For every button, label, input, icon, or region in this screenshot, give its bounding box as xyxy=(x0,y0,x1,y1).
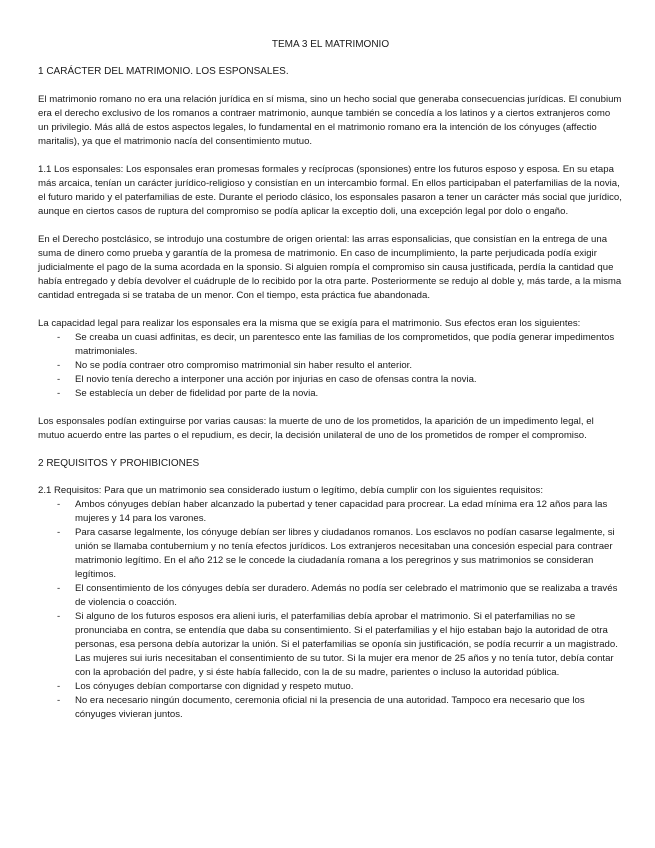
list-item: - Si alguno de los futuros esposos era alieni iuris, el paterfamilias debía aprobar el matrimonio. Si el paterfamilias no se pronunciaba en contra, se entendía que daba su consentimiento. Si el paterfamilias y el hijo estaban bajo la autoridad de otra personas, esa persona debía autorizar la unión. Si el paterfamilias se oponía sin justificación, se podía recurrir a un magistrado. Las mujeres sui iuris necesitaban el consentimiento de su tutor. Si la mujer era menor de 25 años y no tenía tutor, debía contar con la aprobación del padre, y si éste había fallecido, con la de su madre, parientes o incluso la autoridad pública. xyxy=(38,610,623,680)
effects-list xyxy=(38,331,623,401)
list-item: - Los cónyuges debían comportarse con dignidad y respeto mutuo. xyxy=(38,680,623,694)
paragraph-requisitos: 2.1 Requisitos: Para que un matrimonio sea considerado iustum o legítimo, debía cumplir con los siguientes requisitos: xyxy=(38,485,544,496)
list-item: - Se establecía un deber de fidelidad por parte de la novia. xyxy=(38,387,623,401)
list-item: - Para casarse legalmente, los cónyuge debían ser libres y ciudadanos romanos. Los esclavos no podían casarse legalmente, si unión se llamaba contubernium y no tenía efectos jurídicos. Los extranjeros necesitaban una concesión especial para contraer matrimonio legítimo. En el año 212 se le concede la ciudadanía romana a los peregrinos y sus matrimonios se consideran legítimos. xyxy=(38,526,623,582)
list-item: - Ambos cónyuges debían haber alcanzado la pubertad y tener capacidad para procrear. La edad mínima era 12 años para las mujeres y 14 para los varones. xyxy=(38,498,623,526)
requirements-list xyxy=(38,498,623,722)
list-item: - Se creaba un cuasi adfinitas, es decir, un parentesco ente las familias de los comprometidos, que podía generar impedimentos matrimoniales. xyxy=(38,331,623,359)
paragraph-extincion: Los esponsales podían extinguirse por varias causas: la muerte de uno de los prometidos, la aparición de un impedimento legal, el mutuo acuerdo entre las partes o el repudium, es decir, la decisión unilateral de uno de los prometidos de romper el compromiso. xyxy=(38,416,594,441)
paragraph-esponsales: 1.1 Los esponsales: Los esponsales eran promesas formales y recíprocas (sponsiones) entre los futuros esposo y esposa. En su etapa más arcaica, tenían un carácter jurídico-religioso y consistían en un intercambio formal. En ellos participaban el paterfamilias de la novia, el futuro marido y el paterfamilias de este. Durante el periodo clásico, los esponsales pasaron a tener un carácter más social que jurídico, aunque en ciertos casos de ruptura del compromiso se podía aplicar la exceptio doli, una excepción legal por dolo o engaño. xyxy=(38,164,622,217)
list-item: - No era necesario ningún documento, ceremonia oficial ni la presencia de una autoridad. Tampoco era necesario que los cónyuges vivieran juntos. xyxy=(38,694,623,722)
document-title: TEMA 3 EL MATRIMONIO xyxy=(271,39,390,50)
paragraph-derecho-postclasico: En el Derecho postclásico, se introdujo una costumbre de origen oriental: las arras esponsalicias, que consistían en la entrega de una suma de dinero como prueba y garantía de la promesa de matrimonio. En caso de incumplimiento, la parte perjudicada podía exigir judicialmente el pago de la suma acordada en la sponsio. Si alguien rompía el compromiso sin causa justificada, perdía la cantidad que había entregado y debía devolver el cuádruple de lo recibido por la otra parte. Posteriormente se redujo al doble y, más tarde, a la misma cantidad entregada si se trataba de un menor. Con el tiempo, esta práctica fue abandonada. xyxy=(38,234,622,301)
section-2-heading: 2 REQUISITOS Y PROHIBICIONES xyxy=(38,458,200,469)
paragraph-marriage-intro: El matrimonio romano no era una relación jurídica en sí misma, sino un hecho social que generaba consecuencias jurídicas. El conubium era el derecho exclusivo de los romanos a contraer matrimonio, aunque también se concedía a los latinos y a ciertos extranjeros como un privilegio. Más allá de estos aspectos legales, lo fundamental en el matrimonio romano era la intención de los cónyuges (affectio maritalis), ya que el matrimonio nacía del consentimiento mutuo. xyxy=(38,94,622,147)
list-item: - El consentimiento de los cónyuges debía ser duradero. Además no podía ser celebrado el matrimonio que se realizaba a través de violencia o coacción. xyxy=(38,582,623,610)
list-item: - El novio tenía derecho a interponer una acción por injurias en caso de ofensas contra la novia. xyxy=(38,373,623,387)
section-1-heading: 1 CARÁCTER DEL MATRIMONIO. LOS ESPONSALES. xyxy=(38,66,289,77)
paragraph-capacidad-legal: La capacidad legal para realizar los esponsales era la misma que se exigía para el matrimonio. Sus efectos eran los siguientes: xyxy=(38,318,581,329)
list-item: - No se podía contraer otro compromiso matrimonial sin haber resulto el anterior. xyxy=(38,359,623,373)
